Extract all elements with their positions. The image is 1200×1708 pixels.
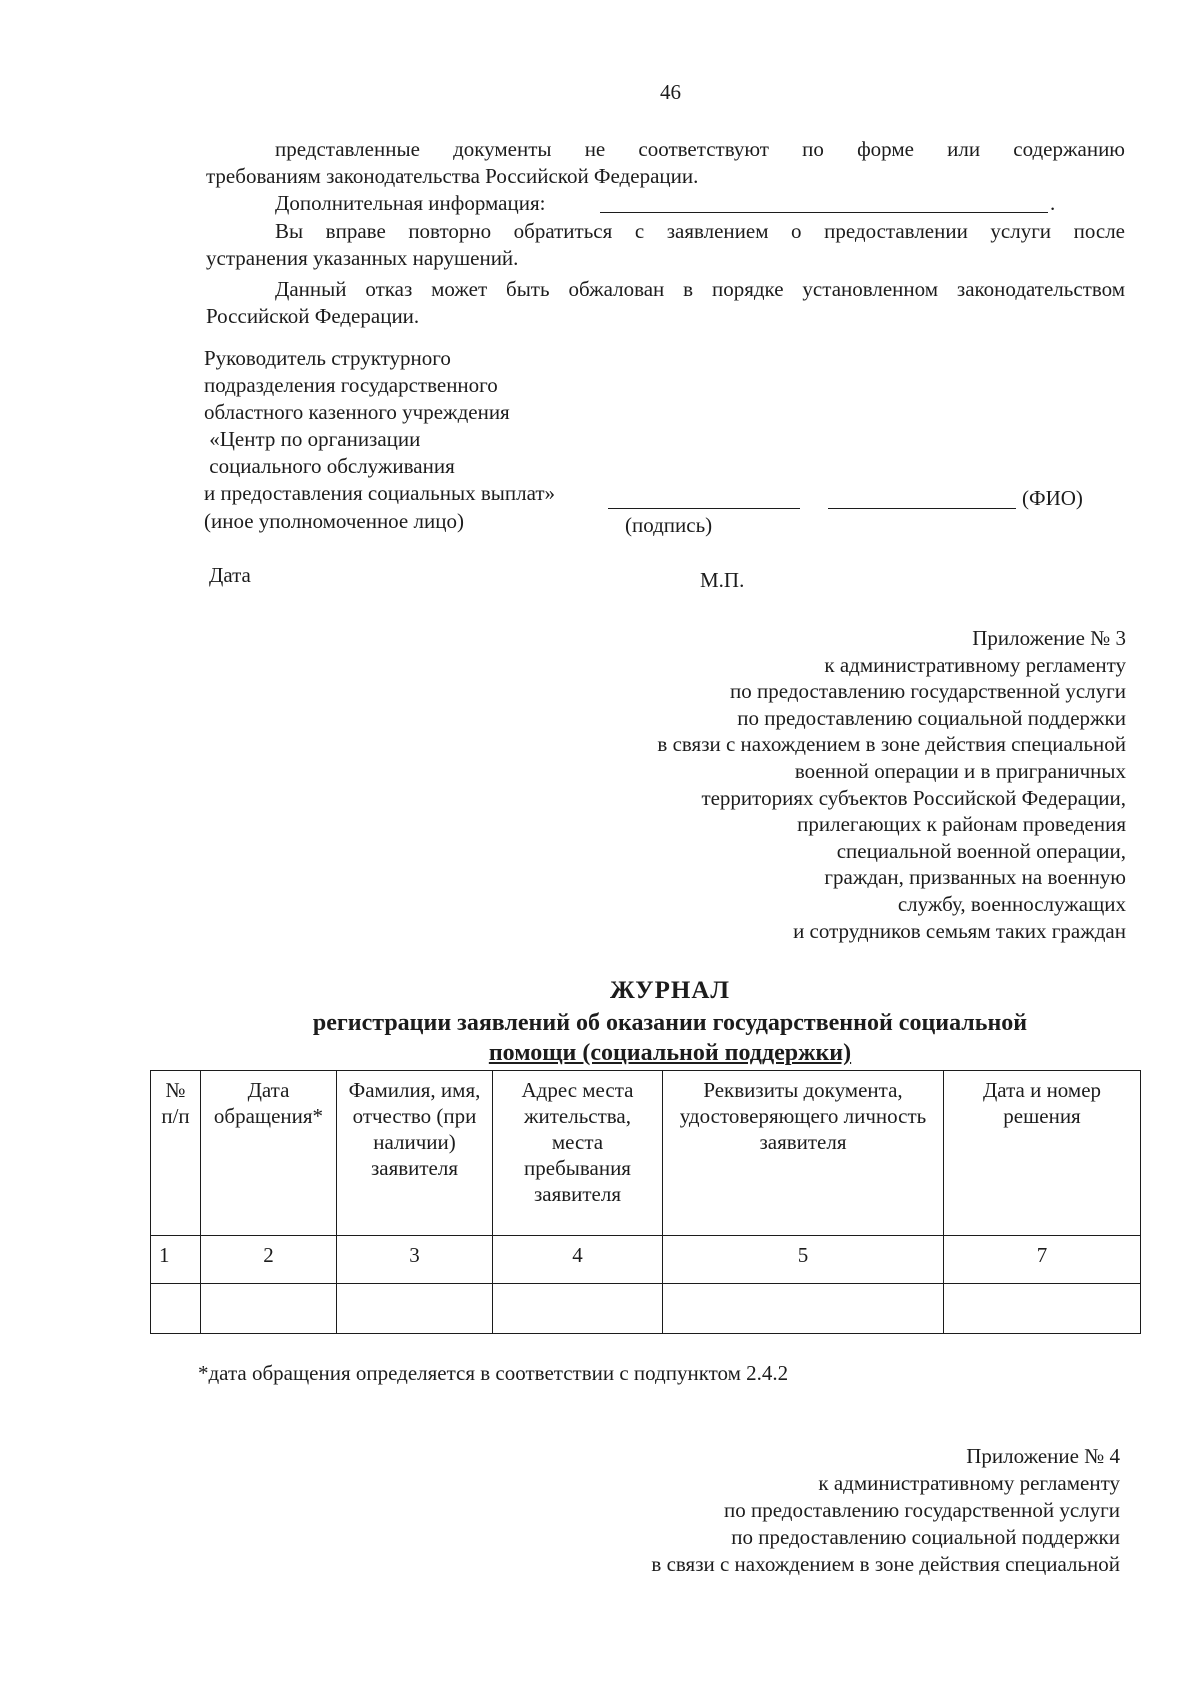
signatory-line: Руководитель структурного	[204, 346, 451, 370]
column-number: 7	[944, 1236, 1141, 1284]
paragraph-line: представленные документы не соответствуют по форме или содержанию	[275, 137, 1125, 161]
signature-label: (подпись)	[625, 513, 713, 537]
table-cell	[337, 1284, 493, 1334]
additional-info-field	[600, 212, 1048, 213]
journal-title: ЖУРНАЛ	[609, 977, 731, 1004]
signatory-line: подразделения государственного	[204, 373, 498, 397]
column-header: № п/п	[151, 1071, 201, 1236]
appendix-line: и сотрудников семьям таких граждан	[793, 918, 1126, 943]
column-header: Реквизиты документа, удостоверяющего личность заявителя	[663, 1071, 944, 1236]
table-cell	[663, 1284, 944, 1334]
column-number: 4	[493, 1236, 663, 1284]
column-number: 1	[151, 1236, 201, 1284]
paragraph-line: Данный отказ может быть обжалован в порядке установленном законодательством	[275, 277, 1125, 301]
paragraph-line: устранения указанных нарушений.	[206, 246, 519, 270]
page-number: 46	[660, 80, 681, 104]
appendix-line: к административному регламенту	[824, 652, 1126, 677]
table-row-empty	[151, 1284, 1141, 1334]
table-cell	[944, 1284, 1141, 1334]
footnote: *дата обращения определяется в соответствии с подпунктом 2.4.2	[198, 1361, 789, 1385]
table-cell	[493, 1284, 663, 1334]
appendix-line: специальной военной операции,	[836, 838, 1126, 863]
column-header: Дата обращения*	[201, 1071, 337, 1236]
additional-info-label: Дополнительная информация:	[275, 191, 546, 215]
period-mark: .	[1050, 191, 1056, 215]
paragraph-line: требованиям законодательства Российской Федерации.	[206, 164, 699, 188]
appendix-3-block	[560, 625, 1126, 944]
paragraph-line: Вы вправе повторно обратиться с заявлением о предоставлении услуги после	[275, 219, 1125, 243]
column-number: 2	[201, 1236, 337, 1284]
appendix-line: Приложение № 3	[972, 626, 1126, 650]
date-label: Дата	[209, 563, 251, 587]
appendix-line: в связи с нахождением в зоне действия специальной	[651, 1552, 1120, 1576]
signatory-line: областного казенного учреждения	[204, 400, 510, 424]
fio-field	[828, 508, 1016, 509]
column-header: Фамилия, имя, отчество (при наличии) заявителя	[337, 1071, 493, 1236]
column-number: 3	[337, 1236, 493, 1284]
appendix-line: военной операции и в приграничных	[794, 758, 1126, 783]
signatory-line: социального обслуживания	[204, 454, 455, 478]
paragraph-line: Российской Федерации.	[206, 304, 420, 328]
journal-subtitle: помощи (социальной поддержки)	[488, 1040, 852, 1066]
seal-label: М.П.	[700, 568, 745, 592]
journal-table	[150, 1070, 1141, 1334]
journal-subtitle: регистрации заявлений об оказании государственной социальной	[312, 1010, 1028, 1036]
signatory-line: и предоставления социальных выплат»	[204, 481, 556, 505]
appendix-line: к административному регламенту	[818, 1471, 1120, 1495]
appendix-line: по предоставлению социальной поддержки	[737, 705, 1126, 730]
appendix-line: территориях субъектов Российской Федерации,	[701, 785, 1126, 810]
appendix-line: по предоставлению государственной услуги	[730, 679, 1126, 704]
appendix-line: по предоставлению социальной поддержки	[731, 1525, 1120, 1549]
table-row	[151, 1236, 1141, 1284]
appendix-line: прилегающих к районам проведения	[797, 812, 1126, 837]
column-number: 5	[663, 1236, 944, 1284]
column-header: Дата и номер решения	[944, 1071, 1141, 1236]
table-header-row	[151, 1071, 1141, 1236]
signature-field	[608, 508, 800, 509]
signatory-line: «Центр по организации	[204, 427, 421, 451]
column-header: Адрес места жительства, места пребывания заявителя	[493, 1071, 663, 1236]
table-cell	[151, 1284, 201, 1334]
appendix-line: по предоставлению государственной услуги	[724, 1498, 1120, 1522]
fio-label: (ФИО)	[1022, 486, 1083, 510]
appendix-line: граждан, призванных на военную	[824, 865, 1126, 890]
table-cell	[201, 1284, 337, 1334]
appendix-4-block	[560, 1443, 1120, 1578]
appendix-line: в связи с нахождением в зоне действия специальной	[657, 732, 1126, 757]
appendix-line: Приложение № 4	[966, 1444, 1120, 1468]
appendix-line: службу, военнослужащих	[897, 891, 1126, 916]
signatory-line: (иное уполномоченное лицо)	[204, 509, 464, 533]
